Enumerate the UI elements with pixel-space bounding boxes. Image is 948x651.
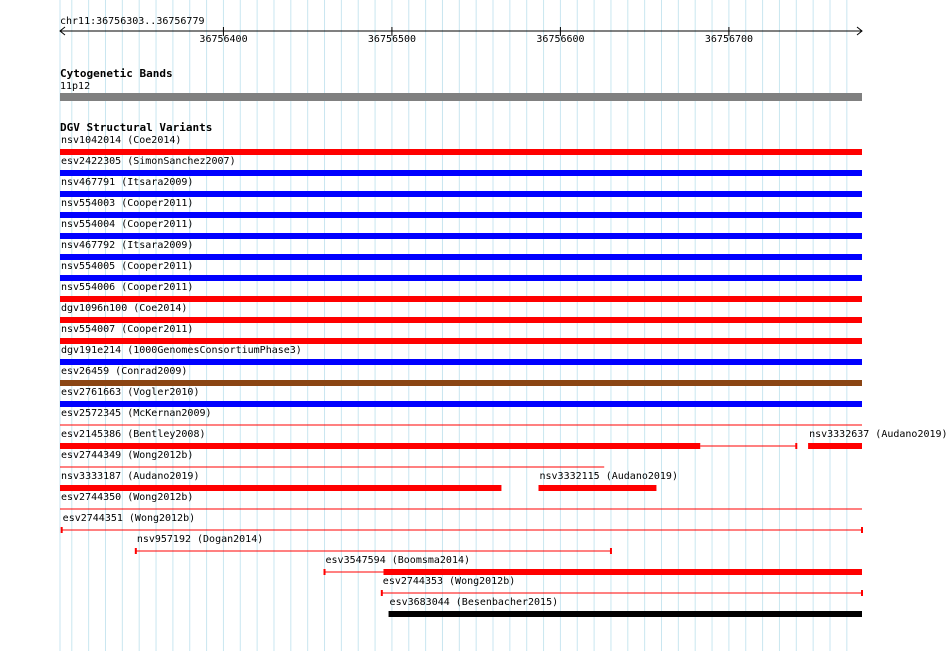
variant-label[interactable]: nsv3332115 (Audano2019) <box>539 471 678 482</box>
variant-bar <box>60 443 700 449</box>
variant-bar <box>60 317 862 323</box>
region-label: chr11:36756303..36756779 <box>60 16 205 27</box>
variant-label[interactable]: esv2744350 (Wong2012b) <box>61 492 194 503</box>
variant-bar <box>383 569 862 575</box>
variant-bar <box>60 380 862 386</box>
variant-bar <box>60 149 862 155</box>
variant-label[interactable]: nsv554004 (Cooper2011) <box>61 219 194 230</box>
ruler-tick-label: 36756500 <box>367 34 417 45</box>
variant-label[interactable]: nsv1042014 (Coe2014) <box>61 135 182 146</box>
variant-label[interactable]: nsv3332637 (Audano2019) <box>809 429 948 440</box>
ruler-tick-label: 36756700 <box>704 34 754 45</box>
variant-bar <box>808 443 862 449</box>
variant-label[interactable]: nsv467791 (Itsara2009) <box>61 177 194 188</box>
variant-label[interactable]: esv26459 (Conrad2009) <box>61 366 188 377</box>
cytoband-bar <box>60 93 862 101</box>
variant-bar <box>60 233 862 239</box>
dgv-track-title: DGV Structural Variants <box>60 121 213 134</box>
variant-label[interactable]: esv2744351 (Wong2012b) <box>62 513 196 524</box>
variant-label[interactable]: nsv554006 (Cooper2011) <box>61 282 194 293</box>
variant-bar <box>389 611 862 617</box>
variant-label[interactable]: nsv554003 (Cooper2011) <box>61 198 194 209</box>
variant-label[interactable]: esv2145386 (Bentley2008) <box>61 429 206 440</box>
variant-bar <box>539 485 657 491</box>
variant-label[interactable]: esv2761663 (Vogler2010) <box>61 387 200 398</box>
variant-bar <box>60 338 862 344</box>
cytoband-label: 11p12 <box>60 81 91 92</box>
variant-label[interactable]: esv2572345 (McKernan2009) <box>61 408 212 419</box>
variant-label[interactable]: nsv467792 (Itsara2009) <box>61 240 194 251</box>
variant-label[interactable]: dgv191e214 (1000GenomesConsortiumPhase3) <box>61 345 302 356</box>
variant-label[interactable]: nsv3333187 (Audano2019) <box>61 471 200 482</box>
variant-label[interactable]: esv3683044 (Besenbacher2015) <box>389 597 559 608</box>
variant-label[interactable]: esv2744353 (Wong2012b) <box>382 576 516 587</box>
variant-bar <box>60 401 862 407</box>
variant-label[interactable]: nsv554005 (Cooper2011) <box>61 261 194 272</box>
variant-bar <box>60 191 862 197</box>
ruler-tick-label: 36756600 <box>536 34 585 45</box>
variant-bar <box>60 212 862 218</box>
variant-label[interactable]: esv2422305 (SimonSanchez2007) <box>61 156 236 167</box>
variant-label[interactable]: esv3547594 (Boomsma2014) <box>325 555 471 566</box>
variant-bar <box>60 254 862 260</box>
cytoband-track-title: Cytogenetic Bands <box>60 67 173 80</box>
ruler-tick-label: 36756400 <box>199 34 248 45</box>
variant-bar <box>60 485 501 491</box>
variant-label[interactable]: esv2744349 (Wong2012b) <box>61 450 194 461</box>
variant-label[interactable]: dgv1096n100 (Coe2014) <box>61 303 188 314</box>
variant-bar <box>60 170 862 176</box>
variant-label[interactable]: nsv957192 (Dogan2014) <box>136 534 264 545</box>
variant-bar <box>60 275 862 281</box>
variant-bar <box>60 296 862 302</box>
variant-bar <box>60 359 862 365</box>
variant-label[interactable]: nsv554007 (Cooper2011) <box>61 324 194 335</box>
